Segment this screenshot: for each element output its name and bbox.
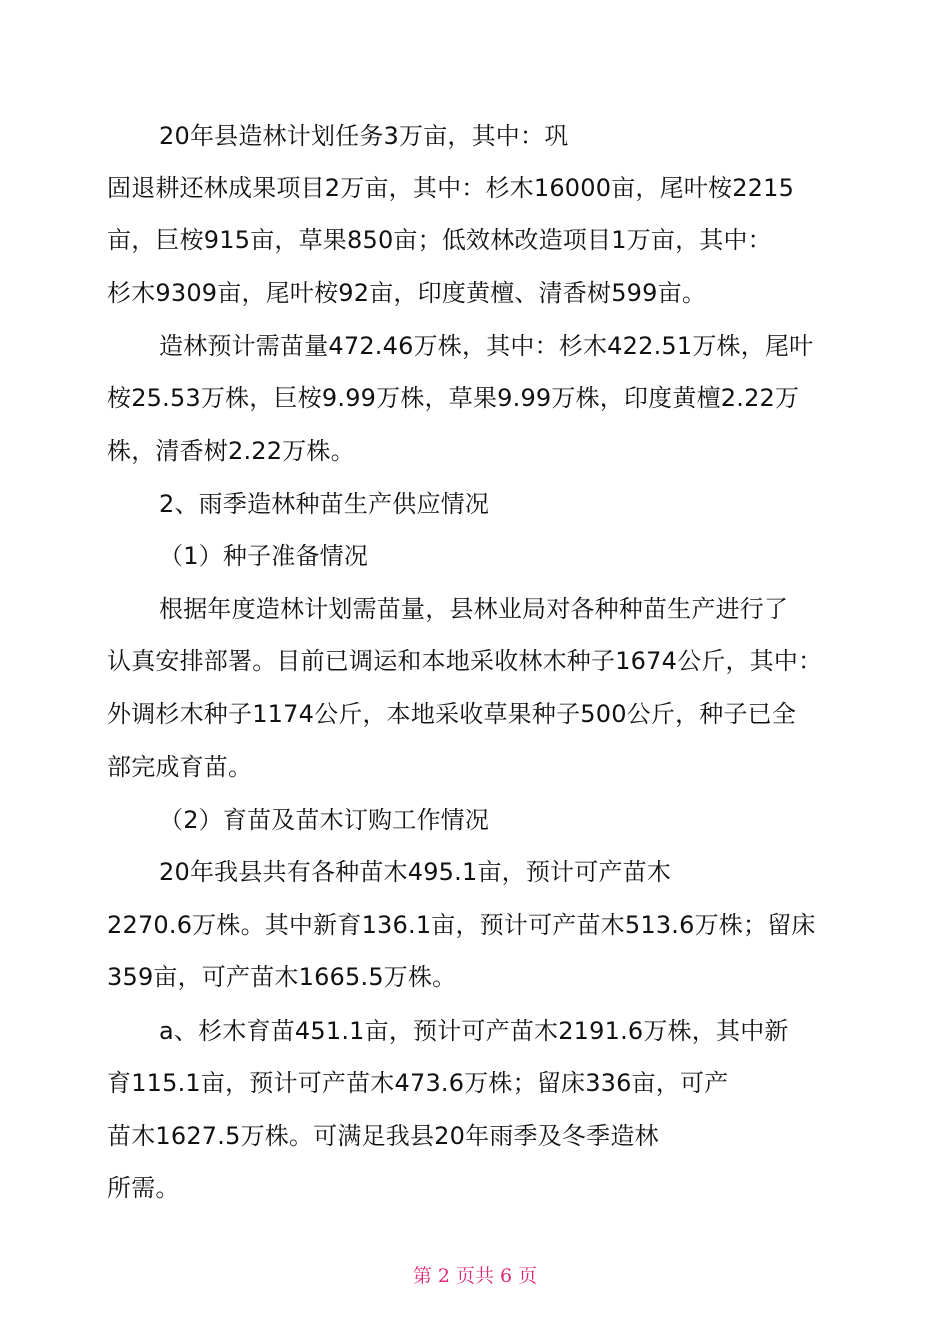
paragraph-line: 359亩，可产苗木1665.5万株。 <box>107 963 457 991</box>
subsection-heading: （2）育苗及苗木订购工作情况 <box>159 806 490 834</box>
paragraph-line: 认真安排部署。目前已调运和本地采收林木种子1674公斤，其中： <box>107 647 823 675</box>
paragraph-line: 20年我县共有各种苗木495.1亩，预计可产苗木 <box>159 858 672 886</box>
paragraph-line: 外调杉木种子1174公斤，本地采收草果种子500公斤，种子已全 <box>107 700 797 728</box>
paragraph-line: 20年县造林计划任务3万亩，其中：巩 <box>159 122 569 150</box>
page-number-label: 第 2 页共 6 页 <box>412 1265 538 1287</box>
paragraph-line: 固退耕还林成果项目2万亩，其中：杉木16000亩，尾叶桉2215 <box>107 174 795 202</box>
paragraph-line: 2270.6万株。其中新育136.1亩，预计可产苗木513.6万株；留床 <box>107 911 816 939</box>
paragraph-line: 亩，巨桉915亩，草果850亩；低效林改造项目1万亩，其中： <box>107 226 772 254</box>
paragraph-line: 株，清香树2.22万株。 <box>107 437 355 465</box>
section-heading: 2、雨季造林种苗生产供应情况 <box>159 490 490 518</box>
paragraph-line: 杉木9309亩，尾叶桉92亩，印度黄檀、清香树599亩。 <box>107 279 707 307</box>
paragraph-line: 所需。 <box>107 1174 180 1202</box>
paragraph-line: 部完成育苗。 <box>107 753 253 781</box>
paragraph-line: a、杉木育苗451.1亩，预计可产苗木2191.6万株，其中新 <box>159 1017 789 1045</box>
paragraph-line: 根据年度造林计划需苗量，县林业局对各种种苗生产进行了 <box>159 595 789 623</box>
paragraph-line: 育115.1亩，预计可产苗木473.6万株；留床336亩，可产 <box>107 1069 729 1097</box>
paragraph-line: 造林预计需苗量472.46万株，其中：杉木422.51万株，尾叶 <box>159 332 814 360</box>
subsection-heading: （1）种子准备情况 <box>159 542 369 570</box>
page-footer <box>0 1264 950 1288</box>
paragraph-line: 苗木1627.5万株。可满足我县20年雨季及冬季造林 <box>107 1122 659 1150</box>
paragraph-line: 桉25.53万株，巨桉9.99万株，草果9.99万株，印度黄檀2.22万 <box>107 384 800 412</box>
